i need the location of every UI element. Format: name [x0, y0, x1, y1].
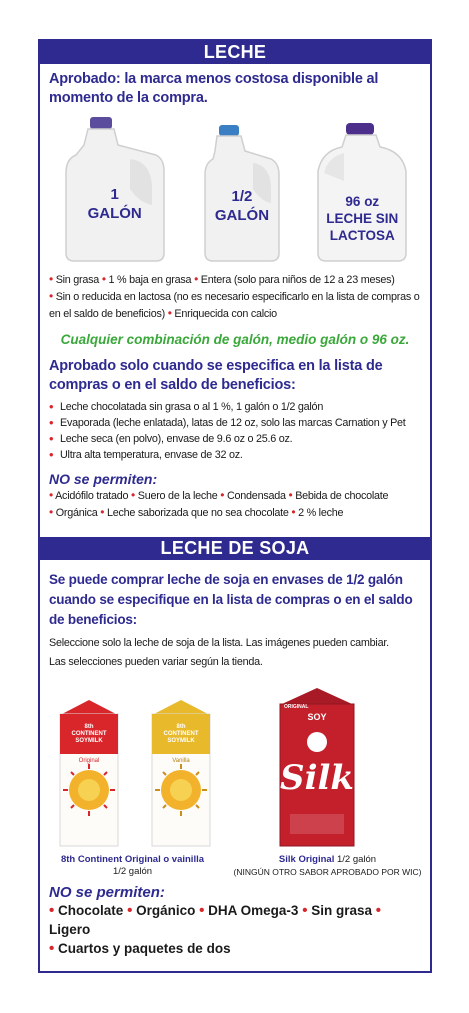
not-allowed-item: 2 % leche	[298, 507, 344, 519]
milk-not-allowed-row2: • Orgánica • Leche saborizada que no sea chocolate • 2 % leche	[49, 505, 344, 519]
caption-8th-continent: 8th Continent Original o vainilla	[60, 854, 205, 865]
soy-carton-images	[40, 678, 430, 848]
list-item: • Leche chocolatada sin grasa o al 1 %, 1 galón o 1/2 galón	[49, 399, 421, 415]
list-item: • Leche seca (en polvo), envase de 9.6 oz o 25.6 oz.	[49, 431, 421, 447]
silk-original-carton	[276, 686, 358, 848]
caption-silk-note: (NINGÚN OTRO SABOR APROBADO POR WIC)	[233, 867, 422, 877]
soy-not-allowed-row2: • Cuartos y paquetes de dos	[49, 940, 231, 957]
not-allowed-item: Sin grasa	[311, 903, 373, 918]
not-allowed-item: Orgánico	[136, 903, 196, 918]
list-item: • Evaporada (leche enlatada), latas de 12 oz, solo las marcas Carnation y Pet	[49, 415, 421, 431]
milk-approved-intro: Aprobado: la marca menos costosa disponible al momento de la compra.	[49, 71, 379, 106]
carton-brand: 8th	[176, 724, 186, 730]
96oz-label-line1: 96 oz	[345, 194, 380, 209]
milk-types-line1: • Sin grasa • 1 % baja en grasa • Entera (solo para niños de 12 a 23 meses)	[49, 272, 395, 286]
soy-intro: Se puede comprar leche de soja en envases de 1/2 galón cuando se especifique en la lista de compras o en el saldo de beneficios:	[49, 572, 413, 627]
silk-flavor-label: ORIGINAL	[284, 704, 309, 710]
milk-combo-note: Cualquier combinación de galón, medio galón o 96 oz.	[60, 332, 410, 347]
carton-brand: CONTINENT	[71, 731, 107, 737]
milk-not-allowed-row1: • Acidófilo tratado • Suero de la leche • Condensada • Bebida de chocolate	[49, 488, 389, 502]
gallon-label-line1: 1	[110, 186, 119, 203]
96oz-label-line2: LECHE SIN	[326, 211, 399, 226]
gallon-jug-image	[60, 115, 170, 263]
half-gallon-label-line1: 1/2	[231, 188, 253, 205]
carton-flavor: Vanilla	[172, 758, 190, 764]
milk-types-line2: • Sin o reducida en lactosa (no es necesario especificarlo en la lista de compras o en el saldo de beneficios) • Enriquecida con calcio	[49, 289, 420, 320]
list-item: • Ultra alta temperatura, envase de 32 oz.	[49, 447, 421, 463]
type-calcium: Enriquecida con calcio	[174, 308, 277, 320]
half-gallon-jug-image	[201, 123, 283, 263]
carton-brand: SOYMILK	[75, 738, 103, 744]
not-allowed-item: Bebida de chocolate	[295, 490, 389, 502]
not-allowed-item: Condensada	[227, 490, 286, 502]
not-allowed-item: Suero de la leche	[137, 490, 218, 502]
soy-not-allowed-row1: • Chocolate • Orgánico • DHA Omega-3 • Sin grasa • Ligero	[49, 902, 382, 937]
caption-silk: Silk Original	[278, 854, 335, 865]
carton-brand: 8th	[84, 724, 94, 730]
carton-flavor: Original	[78, 758, 100, 764]
silk-soy-label: SOY	[307, 712, 327, 722]
half-gallon-label-line2: GALÓN	[214, 207, 270, 224]
96oz-jug-image	[314, 121, 410, 263]
soy-note-line1: Seleccione solo la leche de soja de la lista. Las imágenes pueden cambiar.	[49, 637, 389, 649]
silk-logo-text: Silk	[280, 758, 354, 798]
caption-8th-continent-size: 1/2 galón	[112, 866, 153, 877]
wic-milk-page	[38, 39, 432, 973]
8th-continent-vanilla-carton	[148, 698, 214, 848]
milk-specified-heading: Aprobado solo cuando se especifica en la lista de compras o en el saldo de beneficios:	[49, 358, 383, 393]
96oz-label-line3: LACTOSA	[329, 228, 395, 243]
8th-continent-original-carton	[56, 698, 122, 848]
milk-jug-images	[40, 108, 430, 263]
carton-brand: SOYMILK	[167, 738, 195, 744]
type-lactose-free: Sin o reducida en lactosa (no es necesario especificarlo en la lista de compras o en el saldo de beneficios)	[49, 291, 420, 320]
not-allowed-item: Acidófilo tratado	[55, 490, 129, 502]
not-allowed-item: Orgánica	[55, 507, 98, 519]
milk-header: LECHE	[40, 41, 430, 64]
not-allowed-item: Leche saborizada que no sea chocolate	[106, 507, 289, 519]
type-1-percent: 1 % baja en grasa	[108, 274, 192, 286]
type-fat-free: Sin grasa	[55, 274, 100, 286]
soy-captions	[40, 854, 430, 878]
milk-not-allowed-heading: NO se permiten:	[49, 471, 158, 487]
caption-silk-size: 1/2 galón	[334, 854, 377, 865]
gallon-label-line2: GALÓN	[87, 205, 142, 222]
soy-note-line2: Las selecciones pueden variar según la tienda.	[49, 656, 263, 668]
not-allowed-item: Ligero	[49, 922, 91, 937]
not-allowed-item: DHA Omega-3	[208, 903, 299, 918]
milk-specified-list	[49, 399, 421, 463]
soy-not-allowed-heading: NO se permiten:	[49, 884, 165, 901]
not-allowed-item: Chocolate	[58, 903, 124, 918]
carton-brand: CONTINENT	[163, 731, 199, 737]
not-allowed-item: Cuartos y paquetes de dos	[58, 941, 231, 956]
soy-header: LECHE DE SOJA	[40, 537, 430, 560]
type-whole: Entera (solo para niños de 12 a 23 meses)	[200, 274, 395, 286]
